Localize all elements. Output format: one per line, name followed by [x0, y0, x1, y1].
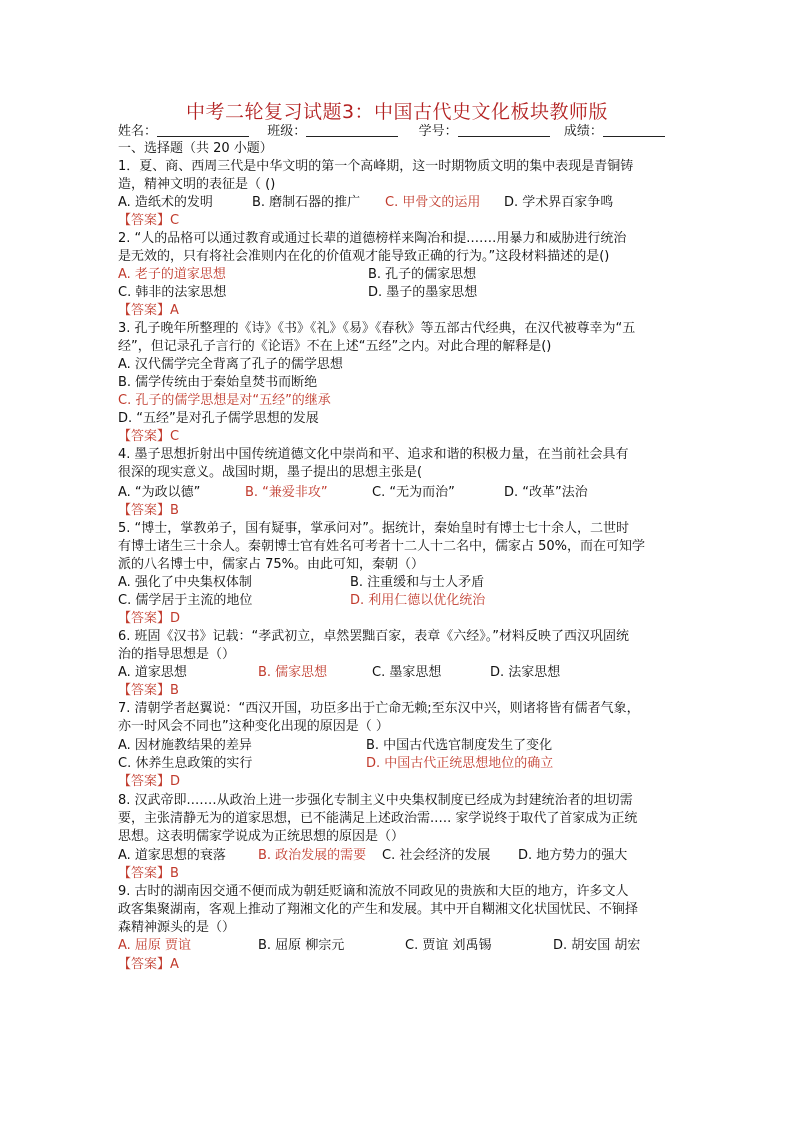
- question-1-line-2: 造，精神文明的表征是（ (): [118, 177, 276, 192]
- q7-option-a: A. 因材施教结果的差异: [118, 738, 252, 753]
- answer-value: D: [170, 774, 181, 789]
- q5-option-d: D. 利用仁德以优化统治: [350, 593, 486, 608]
- question-8-line-2: 要，主张清静无为的道家思想，已不能满足上述政治需.…. 家学说终于取代了首家成为正统: [118, 811, 638, 826]
- id-label: 学号：: [418, 124, 458, 139]
- answer-label: 【答案】: [118, 957, 171, 972]
- answer-value: B: [170, 683, 179, 698]
- student-info-row: [118, 123, 665, 140]
- question-9-line-3: 森精神源头的是（）: [118, 920, 236, 935]
- question-5-line-2: 有博士诸生三十余人。秦朝博士官有姓名可考者十二人十二名中，儒家占 50%，而在可知学: [118, 539, 646, 554]
- page-title: 中考二轮复习试题3：中国古代史文化板块教师版: [185, 101, 609, 123]
- question-5-line-3: 派的八名博士中，儒家占 75%。由此可知，秦朝（）: [118, 557, 425, 572]
- question-7-line-2: 亦一时风会不同也”这种变化出现的原因是（ ）: [118, 719, 389, 734]
- question-6-line-1: 6. 班固《汉书》记载：“孝武初立，卓然罢黜百家，表章《六经》。”材料反映了西汉巩固统: [118, 629, 630, 644]
- q6-option-a: A. 道家思想: [118, 665, 187, 680]
- class-blank[interactable]: [306, 123, 398, 137]
- score-blank[interactable]: [603, 123, 665, 137]
- section-heading: 一、选择题（共 20 小题）: [118, 141, 273, 156]
- question-5-line-1: 5. “博士，掌教弟子，国有疑事，掌承问对”。据统计，秦始皇时有博士七十余人，二世时: [118, 521, 630, 536]
- q1-option-b: B. 磨制石器的推广: [252, 195, 361, 210]
- q9-option-a: A. 屈原 贾谊: [118, 938, 192, 953]
- answer-value: D: [170, 611, 181, 626]
- q9-option-c: C. 贾谊 刘禹锡: [405, 938, 492, 953]
- q3-option-c: C. 孔子的儒学思想是对“五经”的继承: [118, 393, 331, 408]
- q5-answer: [118, 610, 180, 627]
- name-label: 姓名：: [118, 124, 158, 139]
- q2-option-c: C. 韩非的法家思想: [118, 285, 227, 300]
- question-7-line-1: 7. 清朝学者赵翼说：“西汉开国，功臣多出于亡命无赖;至东汉中兴，则诸将皆有儒者气象，: [118, 701, 640, 716]
- question-3-line-2: 经”，但记录孔子言行的《论语》不在上述“五经”之内。对此合理的解释是(): [118, 339, 552, 354]
- answer-value: A: [170, 303, 179, 318]
- question-9-line-2: 政客集聚湖南，客观上推动了翔湘文化的产生和发展。其中开自糊湘文化状国忧民、不锏择: [118, 902, 639, 917]
- question-1-line-1: 1．夏、商、西周三代是中华文明的第一个高峰期，这一时期物质文明的集中表现是青铜铸: [118, 159, 634, 174]
- question-4-line-1: 4. 墨子思想折射出中国传统道德文化中崇尚和平、追求和谐的积极力量，在当前社会具有: [118, 447, 629, 462]
- answer-value: B: [170, 866, 179, 881]
- q8-option-a: A. 道家思想的衰落: [118, 848, 226, 863]
- q4-option-a: A. “为政以德”: [118, 485, 201, 500]
- class-label: 班级：: [267, 124, 307, 139]
- q4-answer: [118, 502, 179, 519]
- q9-option-d: D. 胡安国 胡宏: [553, 938, 641, 953]
- q3-answer: [118, 428, 179, 445]
- answer-value: C: [170, 429, 180, 444]
- answer-value: A: [170, 957, 179, 972]
- q3-option-a: A. 汉代儒学完全背离了孔子的儒学思想: [118, 357, 343, 372]
- question-8-line-1: 8. 汉武帝即.……从政治上进一步强化专制主义中央集权制度已经成为封建统治者的坦切需: [118, 793, 633, 808]
- q5-option-b: B. 注重缓和与士人矛盾: [350, 575, 485, 590]
- answer-label: 【答案】: [118, 611, 171, 626]
- q4-option-d: D. “改革”法治: [504, 485, 588, 500]
- question-3-line-1: 3. 孔子晚年所整理的《诗》《书》《礼》《易》《春秋》等五部古代经典，在汉代被尊幸为“五: [118, 321, 636, 336]
- q6-option-d: D. 法家思想: [490, 665, 561, 680]
- q8-answer: [118, 865, 179, 882]
- answer-label: 【答案】: [118, 503, 171, 518]
- q2-option-a: A. 老子的道家思想: [118, 267, 226, 282]
- q7-option-c: C. 休养生息政策的实行: [118, 756, 253, 771]
- answer-value: B: [170, 503, 179, 518]
- q1-answer: [118, 212, 179, 229]
- q8-option-d: D. 地方势力的强大: [518, 848, 628, 863]
- answer-label: 【答案】: [118, 866, 171, 881]
- name-blank[interactable]: [157, 123, 249, 137]
- q1-option-a: A. 造纸术的发明: [118, 195, 213, 210]
- answer-value: C: [170, 213, 180, 228]
- q1-option-d: D. 学术界百家争鸣: [504, 195, 614, 210]
- q7-option-b: B. 中国古代选官制度发生了变化: [366, 738, 553, 753]
- q3-option-d: D. “五经”是对孔子儒学思想的发展: [118, 411, 319, 426]
- score-label: 成绩：: [563, 124, 603, 139]
- q9-answer: [118, 956, 179, 973]
- question-9-line-1: 9. 古时的湖南因交通不便而成为朝廷贬谪和流放不同政见的贵族和大臣的地方，许多文人: [118, 884, 629, 899]
- answer-label: 【答案】: [118, 774, 171, 789]
- question-8-line-3: 思想。这表明儒家学说成为正统思想的原因是（）: [118, 829, 405, 844]
- q5-option-a: A. 强化了中央集权体制: [118, 575, 252, 590]
- answer-label: 【答案】: [118, 213, 171, 228]
- q6-option-c: C. 墨家思想: [372, 665, 442, 680]
- question-2-line-2: 是无效的，只有将社会准则内在化的价值观才能导致正确的行为。”这段材料描述的是(): [118, 249, 610, 264]
- question-4-line-2: 很深的现实意义。战国时期，墨子提出的思想主张是(: [118, 465, 423, 480]
- q5-option-c: C. 儒学居于主流的地位: [118, 593, 253, 608]
- answer-label: 【答案】: [118, 683, 171, 698]
- q2-answer: [118, 302, 179, 319]
- q2-option-b: B. 孔子的儒家思想: [368, 267, 477, 282]
- question-6-line-2: 治的指导思想是（）: [118, 647, 236, 662]
- q4-option-c: C. “无为而治”: [372, 485, 455, 500]
- q8-option-c: C. 社会经济的发展: [382, 848, 491, 863]
- question-2-line-1: 2. “人的品格可以通过教育或通过长辈的道德榜样来陶冶和提.……用暴力和威胁进行统治: [118, 231, 627, 246]
- id-blank[interactable]: [458, 123, 550, 137]
- q4-option-b: B. “兼爱非攻”: [245, 485, 328, 500]
- q2-option-d: D. 墨子的墨家思想: [368, 285, 478, 300]
- answer-label: 【答案】: [118, 429, 171, 444]
- q9-option-b: B. 屈原 柳宗元: [258, 938, 345, 953]
- q3-option-b: B. 儒学传统由于秦始皇焚书而断绝: [118, 375, 318, 390]
- q8-option-b: B. 政治发展的需要: [258, 848, 367, 863]
- q6-answer: [118, 682, 179, 699]
- q6-option-b: B. 儒家思想: [258, 665, 328, 680]
- q7-answer: [118, 773, 180, 790]
- q1-option-c: C. 甲骨文的运用: [385, 195, 481, 210]
- q7-option-d: D. 中国古代正统思想地位的确立: [366, 756, 554, 771]
- answer-label: 【答案】: [118, 303, 171, 318]
